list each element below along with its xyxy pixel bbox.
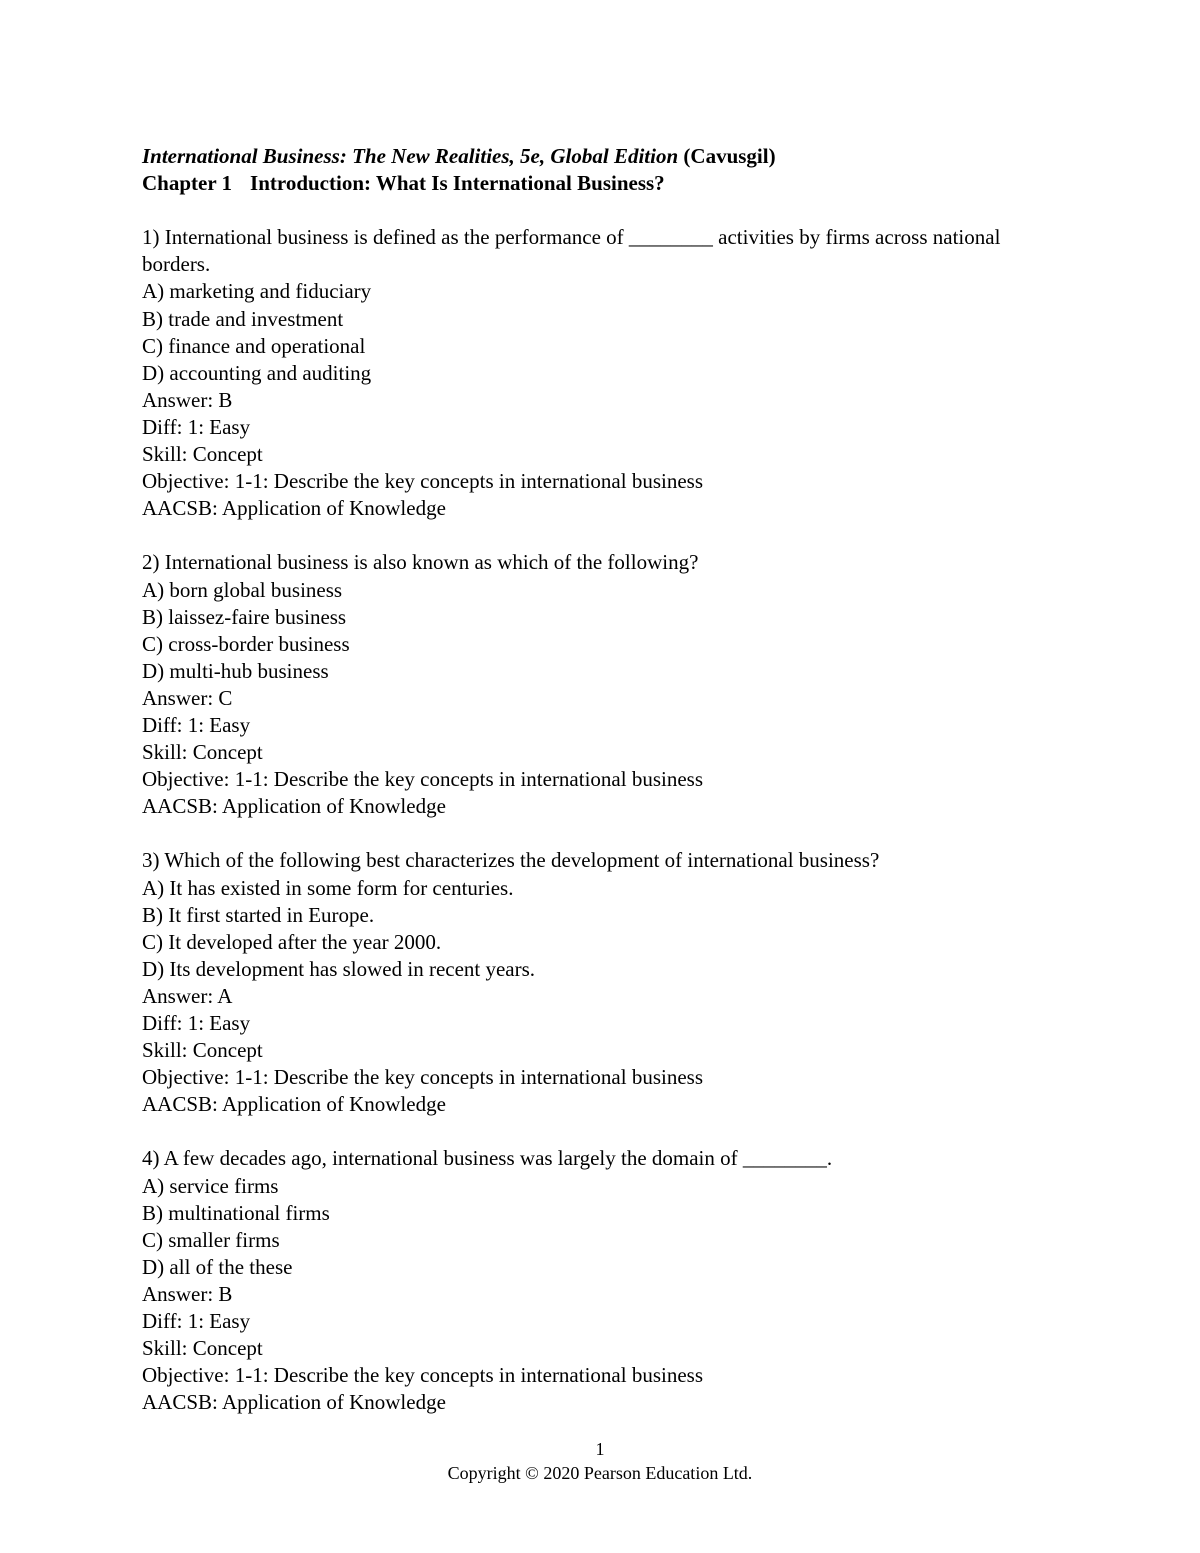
answer-option: B) laissez-faire business	[142, 604, 347, 629]
copyright-notice: Copyright © 2020 Pearson Education Ltd.	[447, 1463, 753, 1483]
aacsb: AACSB: Application of Knowledge	[142, 1092, 446, 1117]
question-1	[142, 224, 1102, 522]
answer-option: D) Its development has slowed in recent years.	[142, 956, 536, 981]
answer-option: C) It developed after the year 2000.	[142, 929, 442, 954]
answer-option: A) born global business	[142, 577, 343, 602]
objective: Objective: 1-1: Describe the key concepts in international business	[142, 767, 704, 792]
book-author: (Cavusgil)	[678, 144, 776, 168]
answer-option: B) It first started in Europe.	[142, 902, 375, 927]
skill: Skill: Concept	[142, 1038, 263, 1063]
chapter-heading	[142, 170, 1102, 197]
page-number: 1	[595, 1439, 605, 1459]
question-4	[142, 1145, 1102, 1416]
skill: Skill: Concept	[142, 740, 263, 765]
answer-option: D) accounting and auditing	[142, 360, 372, 385]
answer-option: B) trade and investment	[142, 306, 344, 331]
answer-option: B) multinational firms	[142, 1200, 330, 1225]
question-stem: 4) A few decades ago, international business was largely the domain of ________.	[142, 1146, 833, 1171]
answer-key: Answer: B	[142, 387, 233, 412]
objective: Objective: 1-1: Describe the key concepts in international business	[142, 1065, 704, 1090]
objective: Objective: 1-1: Describe the key concepts in international business	[142, 1363, 704, 1388]
skill: Skill: Concept	[142, 442, 263, 467]
document-body	[142, 143, 1102, 1416]
answer-option: D) all of the these	[142, 1254, 293, 1279]
question-stem: 3) Which of the following best characterizes the development of international business?	[142, 848, 880, 873]
answer-option: A) service firms	[142, 1173, 279, 1198]
answer-option: D) multi-hub business	[142, 658, 329, 683]
answer-option: A) It has existed in some form for centuries.	[142, 875, 514, 900]
aacsb: AACSB: Application of Knowledge	[142, 794, 446, 819]
question-stem: 1) International business is defined as the performance of ________ activities by firms across national borders.	[142, 225, 1001, 277]
question-2	[142, 549, 1102, 820]
objective: Objective: 1-1: Describe the key concepts in international business	[142, 469, 704, 494]
answer-option: C) finance and operational	[142, 333, 366, 358]
answer-key: Answer: C	[142, 685, 233, 710]
answer-key: Answer: B	[142, 1281, 233, 1306]
chapter-title: Introduction: What Is International Business?	[250, 171, 665, 196]
book-title-italic: International Business: The New Realities, 5e, Global Edition	[142, 144, 679, 168]
book-title	[142, 143, 1102, 170]
difficulty: Diff: 1: Easy	[142, 414, 251, 439]
skill: Skill: Concept	[142, 1336, 263, 1361]
difficulty: Diff: 1: Easy	[142, 1011, 251, 1035]
question-3	[142, 847, 1102, 1118]
answer-option: C) smaller firms	[142, 1227, 280, 1252]
answer-option: C) cross-border business	[142, 631, 350, 656]
difficulty: Diff: 1: Easy	[142, 712, 251, 737]
aacsb: AACSB: Application of Knowledge	[142, 1390, 446, 1415]
difficulty: Diff: 1: Easy	[142, 1309, 251, 1334]
aacsb: AACSB: Application of Knowledge	[142, 496, 446, 521]
chapter-label: Chapter 1	[142, 171, 233, 196]
question-stem: 2) International business is also known as which of the following?	[142, 550, 699, 575]
answer-key: Answer: A	[142, 983, 233, 1008]
answer-option: A) marketing and fiduciary	[142, 279, 372, 304]
